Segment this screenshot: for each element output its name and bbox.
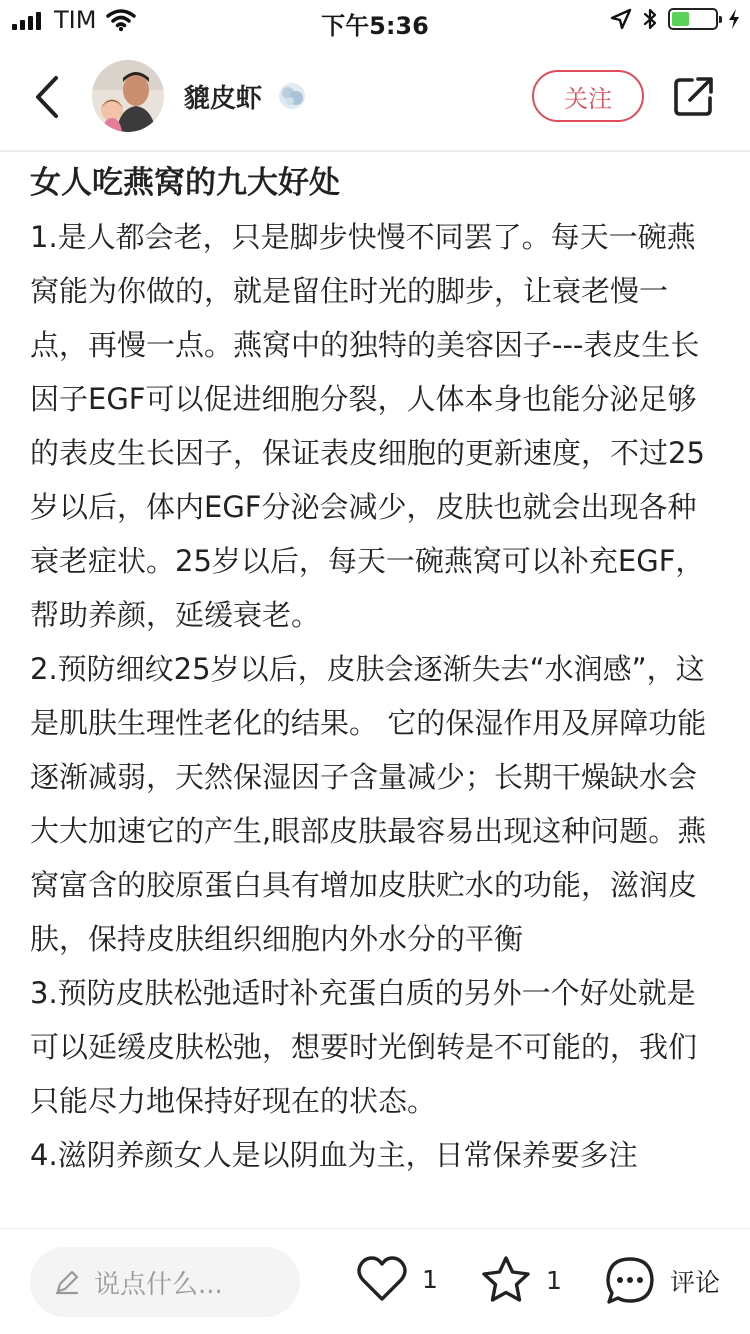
comment-placeholder: 说点什么... — [94, 1269, 223, 1300]
bluetooth-icon — [642, 7, 658, 31]
comment-button[interactable] — [604, 1255, 720, 1307]
note-paragraph: 1.是人都会老，只是脚步快慢不同罢了。每天一碗燕窝能为你做的，就是留住时光的脚步，让衰老慢一点，再慢一点。燕窝中的独特的美容因子---表皮生长因子EGF可以促进细胞分裂，人体本身也能分泌足够的表皮生长因子，保证表皮细胞的更新速度，不过25岁以后，体内EGF分泌会减少，皮肤也就会出现各种衰老症状。25岁以后，每天一碗燕窝可以补充EGF，帮助养颜，延缓衰老。 — [30, 220, 705, 632]
pencil-icon — [54, 1269, 80, 1295]
status-bar — [0, 0, 750, 40]
status-time: 下午5:36 — [321, 12, 429, 40]
charging-bolt-icon — [728, 8, 740, 30]
note-header — [0, 40, 750, 152]
collect-button[interactable] — [480, 1255, 562, 1305]
comment-input[interactable] — [30, 1247, 300, 1317]
battery-icon — [668, 8, 718, 30]
note-paragraph: 3.预防皮肤松弛适时补充蛋白质的另外一个好处就是可以延缓皮肤松弛，想要时光倒转是不可能的，我们只能尽力地保持好现在的状态。 — [30, 976, 698, 1118]
like-count: 1 — [422, 1264, 438, 1294]
back-chevron-icon[interactable] — [28, 74, 68, 120]
heart-icon — [356, 1255, 408, 1303]
note-title: 女人吃燕窝的九大好处 — [30, 165, 340, 201]
note-body[interactable] — [0, 156, 750, 1228]
carrier-name: TIM — [54, 6, 97, 34]
bottom-action-bar — [0, 1228, 750, 1334]
location-arrow-icon — [610, 8, 632, 30]
vip-badge-icon — [276, 80, 308, 112]
like-button[interactable] — [356, 1255, 438, 1303]
note-paragraph: 4.滋阴养颜女人是以阴血为主，日常保养要多注 — [30, 1138, 638, 1172]
share-icon[interactable] — [672, 74, 716, 118]
comment-bubble-icon — [604, 1255, 656, 1307]
comment-label: 评论 — [670, 1268, 721, 1297]
collect-count: 1 — [546, 1265, 562, 1295]
note-paragraph: 2.预防细纹25岁以后，皮肤会逐渐失去“水润感”，这是肌肤生理性老化的结果。 它的保湿作用及屏障功能逐渐减弱，天然保湿因子含量减少；长期干燥缺水会大大加速它的产生,眼部皮肤最容易出现这种问题。燕窝富含的胶原蛋白具有增加皮肤贮水的功能，滋润皮肤，保持皮肤组织细胞内外水分的平衡 — [30, 652, 707, 956]
author-username[interactable]: 貔皮虾 — [184, 84, 263, 114]
star-icon — [480, 1255, 532, 1305]
follow-button[interactable]: 关注 — [532, 70, 644, 122]
author-avatar[interactable] — [92, 60, 164, 132]
